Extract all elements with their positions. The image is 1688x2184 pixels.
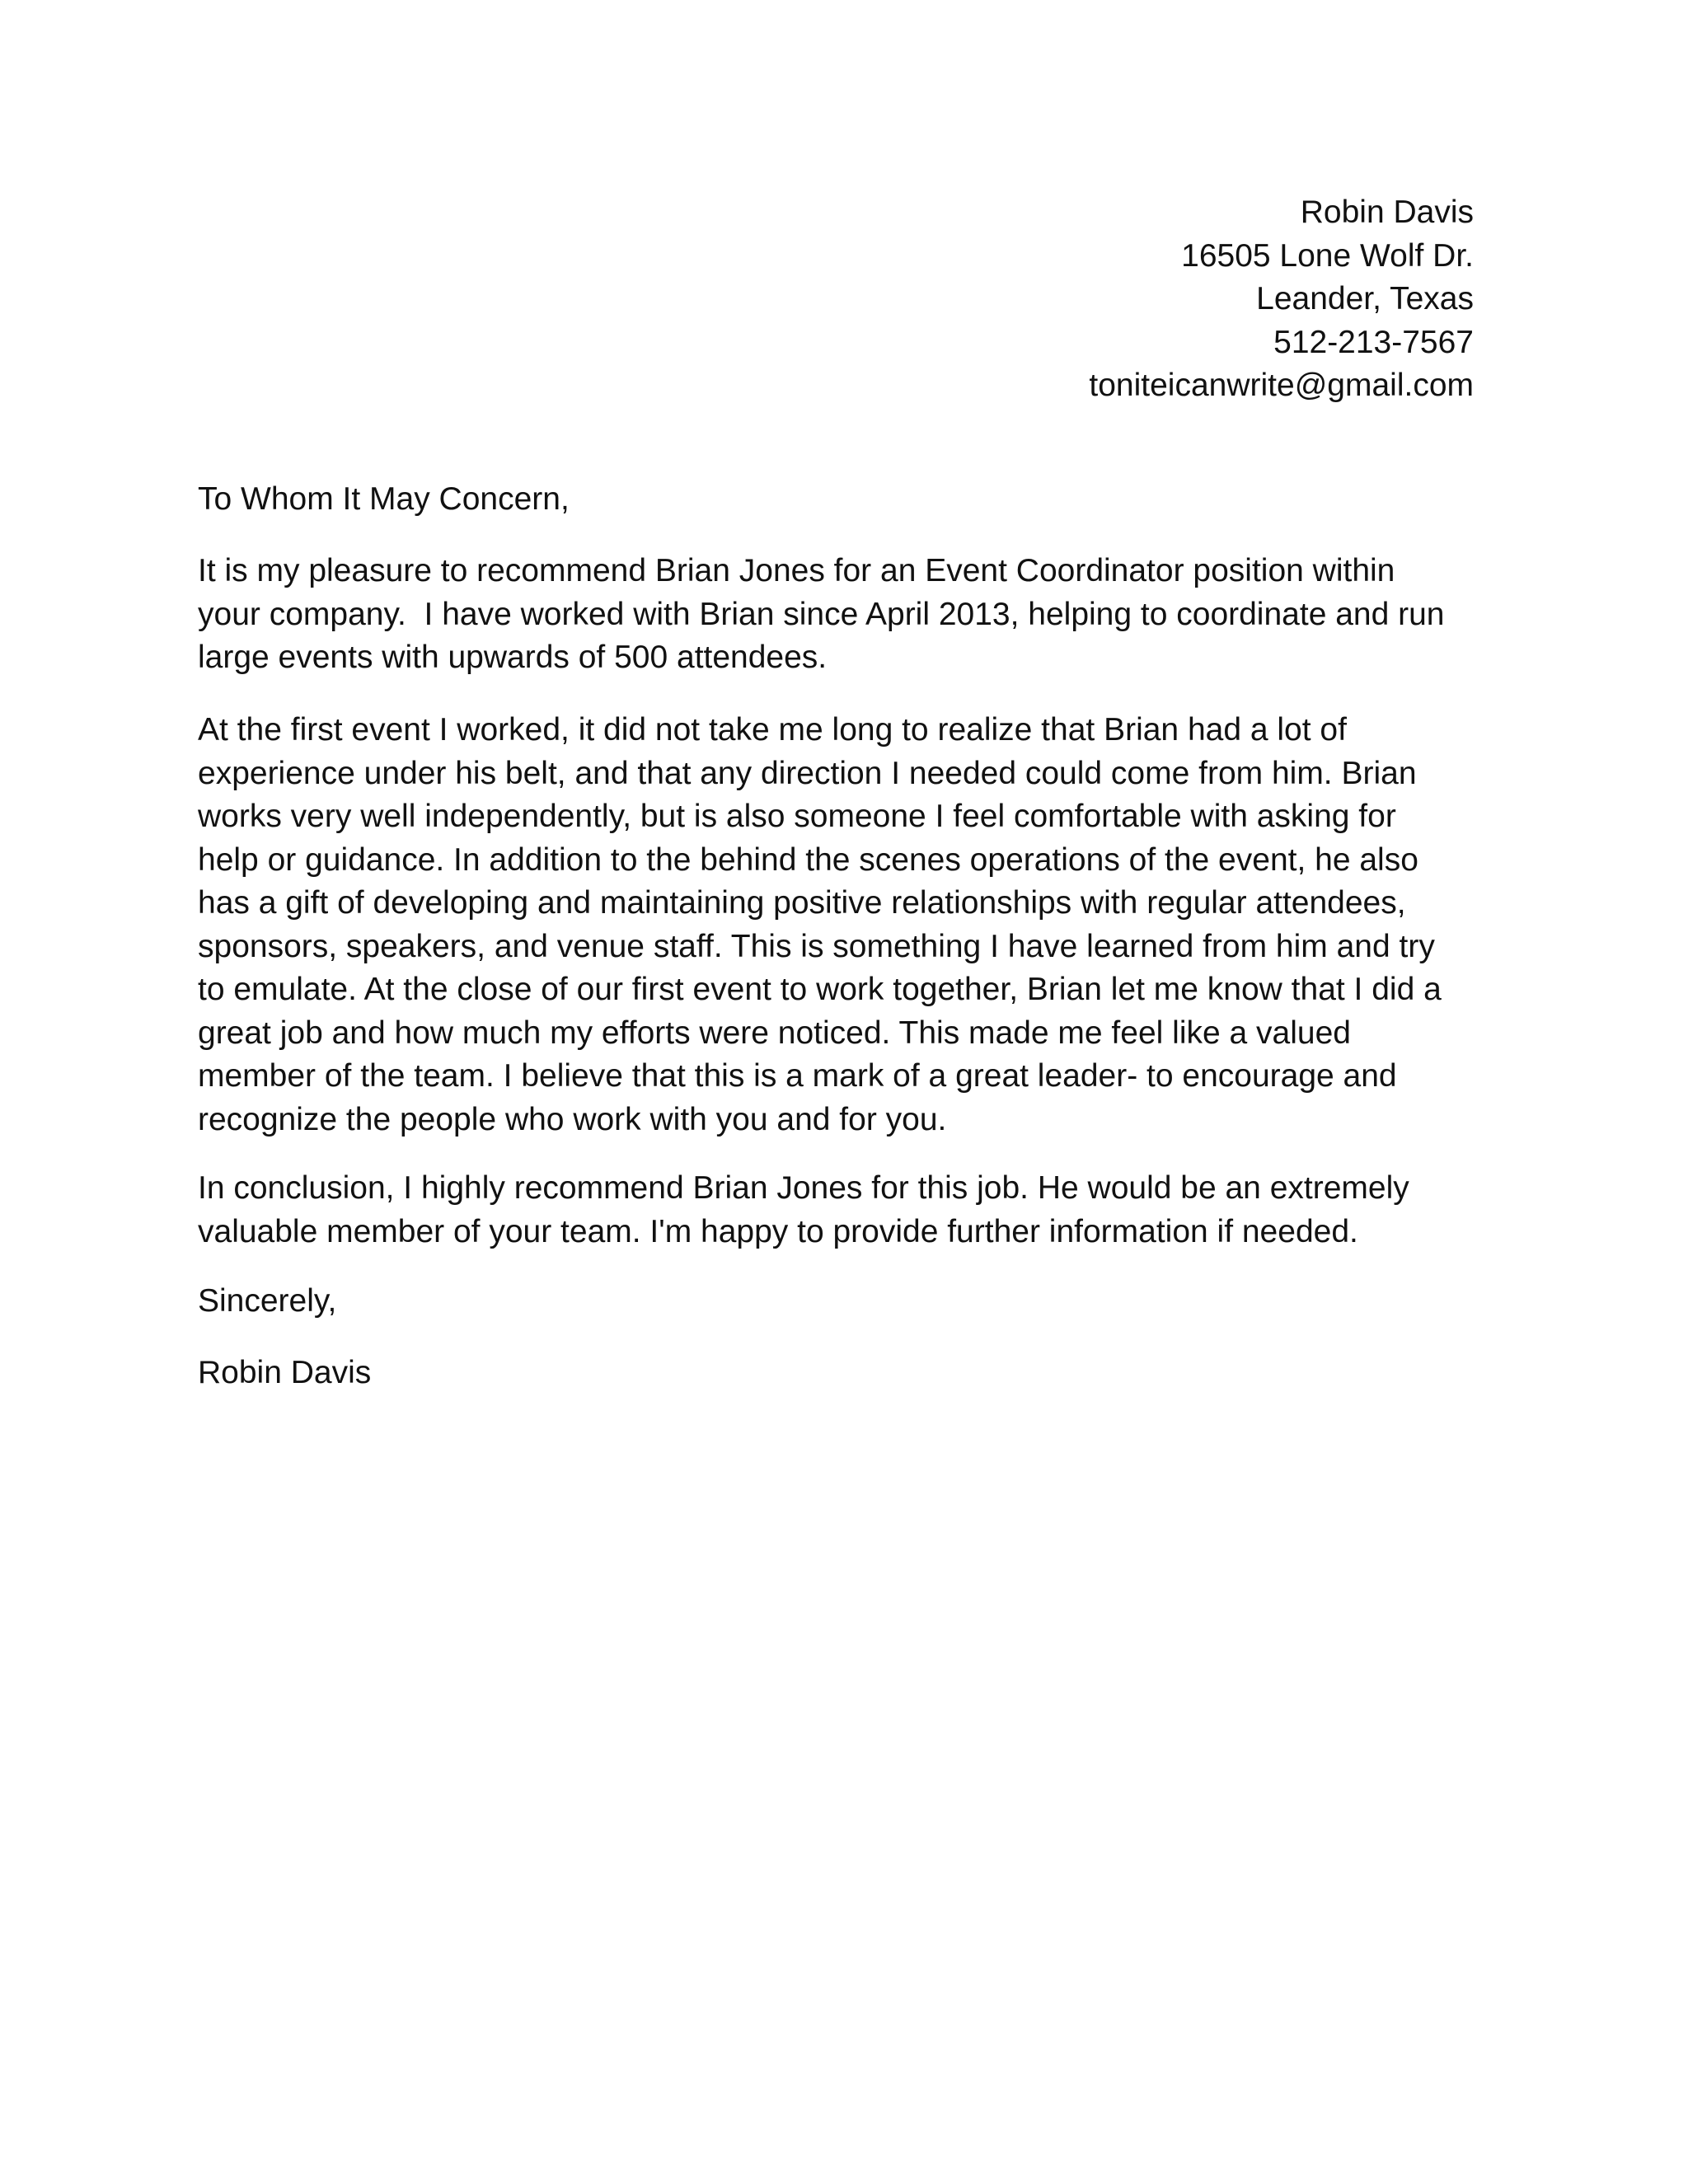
sender-name: Robin Davis [1300, 194, 1474, 230]
sender-email: toniteicanwrite@gmail.com [1089, 368, 1474, 403]
paragraph-line: At the first event I worked, it did not take me long to realize that Brian had a lot of [198, 712, 1347, 748]
paragraph-line: large events with upwards of 500 attendees. [198, 640, 828, 675]
paragraph-line: help or guidance. In addition to the behind the scenes operations of the event, he also [198, 841, 1418, 878]
paragraph-line: great job and how much my efforts were noticed. This made me feel like a valued [198, 1015, 1351, 1051]
paragraph-line: has a gift of developing and maintaining positive relationships with regular attendees, [198, 885, 1406, 921]
paragraph-line: It is my pleasure to recommend Brian Jones for an Event Coordinator position within [198, 553, 1395, 588]
sender-city-state: Leander, Texas [1256, 281, 1474, 316]
sender-street: 16505 Lone Wolf Dr. [1181, 237, 1474, 274]
paragraph-line: In conclusion, I highly recommend Brian Jones for this job. He would be an extremely [198, 1170, 1409, 1206]
paragraph-line: valuable member of your team. I'm happy to provide further information if needed. [198, 1213, 1358, 1249]
salutation: To Whom It May Concern, [198, 481, 570, 517]
sender-address-block [1089, 191, 1474, 408]
paragraph-experience [198, 709, 1517, 1141]
paragraph-line: sponsors, speakers, and venue staff. This is something I have learned from him and try [198, 928, 1435, 964]
paragraph-intro [198, 550, 1517, 680]
paragraph-line: works very well independently, but is also someone I feel comfortable with asking for [198, 799, 1396, 834]
closing: Sincerely, [198, 1283, 337, 1319]
paragraph-conclusion [198, 1167, 1517, 1254]
paragraph-line: recognize the people who work with you and for you. [198, 1101, 947, 1137]
sender-phone: 512-213-7567 [1273, 324, 1474, 360]
paragraph-line: to emulate. At the close of our first event to work together, Brian let me know that I did a [198, 972, 1442, 1007]
paragraph-line: your company. I have worked with Brian since April 2013, helping to coordinate and run [198, 596, 1445, 632]
signature-name: Robin Davis [198, 1355, 372, 1390]
paragraph-line: member of the team. I believe that this is a mark of a great leader- to encourage and [198, 1058, 1397, 1094]
paragraph-line: experience under his belt, and that any direction I needed could come from him. Brian [198, 755, 1417, 791]
